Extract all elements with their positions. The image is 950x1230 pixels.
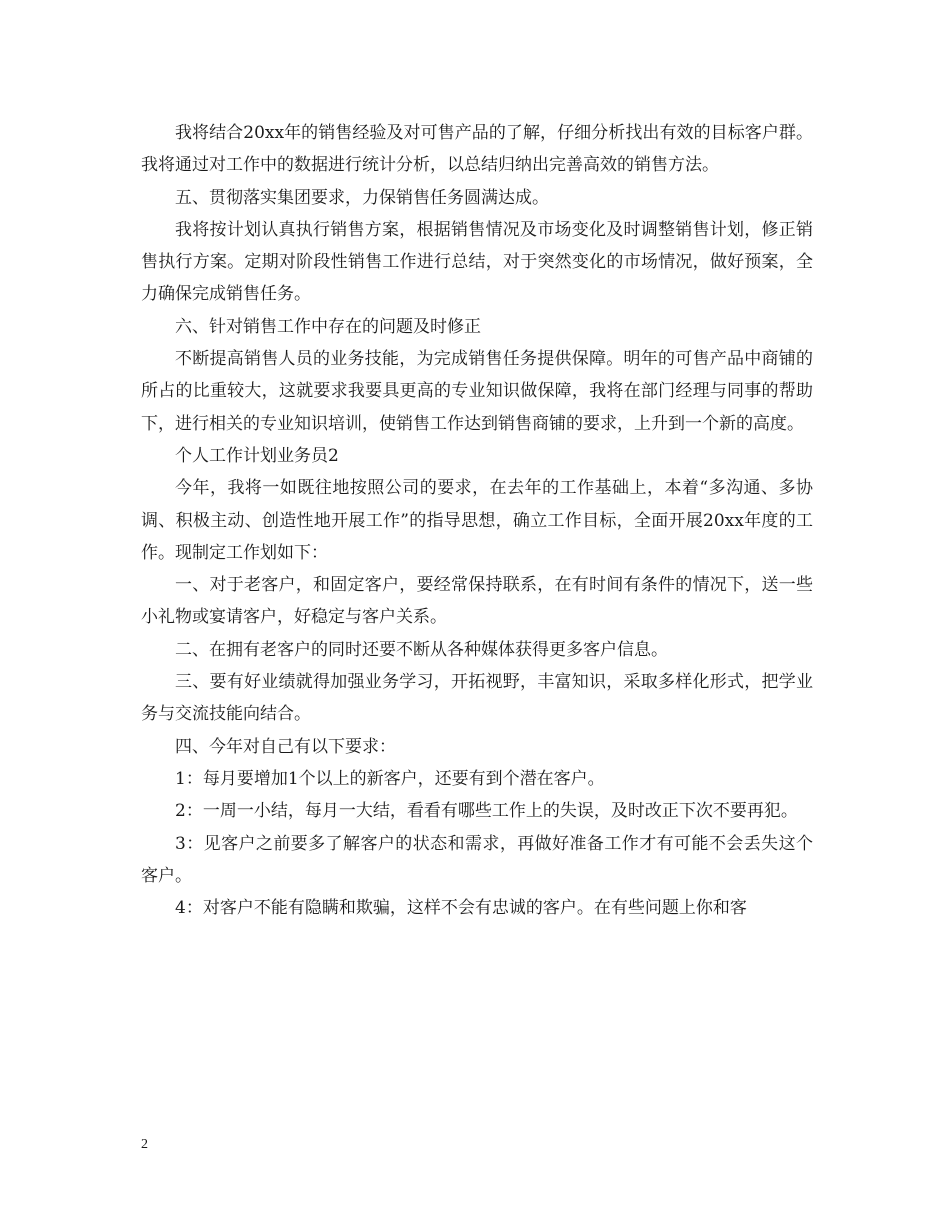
document-body [141, 117, 813, 924]
list-item: 3：见客户之前要多了解客户的状态和需求，再做好准备工作才有可能不会丢失这个客户。 [141, 833, 813, 886]
list-item: 四、今年对自己有以下要求： [175, 736, 396, 757]
list-item: 1：每月要增加1个以上的新客户，还要有到个潜在客户。 [175, 768, 605, 789]
list-item: 2：一周一小结，每月一大结，看看有哪些工作上的失误，及时改正下次不要再犯。 [175, 801, 798, 822]
list-item: 三、要有好业绩就得加强业务学习，开拓视野，丰富知识，采取多样化形式，把学业务与交流技能向结合。 [141, 672, 813, 725]
page-number: 2 [141, 1137, 148, 1152]
list-item: 一、对于老客户，和固定客户，要经常保持联系，在有时间有条件的情况下，送一些小礼物或宴请客户，好稳定与客户关系。 [141, 575, 813, 628]
list-item: 二、在拥有老客户的同时还要不断从各种媒体获得更多客户信息。 [175, 639, 668, 660]
section-heading: 六、针对销售工作中存在的问题及时修正 [175, 316, 481, 337]
paragraph: 我将结合20xx年的销售经验及对可售产品的了解，仔细分析找出有效的目标客户群。我将通过对工作中的数据进行统计分析，以总结归纳出完善高效的销售方法。 [141, 123, 813, 176]
document-subtitle: 个人工作计划业务员2 [175, 445, 339, 466]
paragraph: 我将按计划认真执行销售方案，根据销售情况及市场变化及时调整销售计划，修正销售执行方案。定期对阶段性销售工作进行总结，对于突然变化的市场情况，做好预案，全力确保完成销售任务。 [141, 219, 813, 305]
paragraph: 不断提高销售人员的业务技能，为完成销售任务提供保障。明年的可售产品中商铺的所占的比重较大，这就要求我要具更高的专业知识做保障，我将在部门经理与同事的帮助下，进行相关的专业知识培训，使销售工作达到销售商铺的要求，上升到一个新的高度。 [141, 349, 813, 434]
list-item: 4：对客户不能有隐瞒和欺骗，这样不会有忠诚的客户。在有些问题上你和客 [175, 898, 747, 919]
section-heading: 五、贯彻落实集团要求，力保销售任务圆满达成。 [175, 187, 549, 208]
paragraph: 今年，我将一如既往地按照公司的要求，在去年的工作基础上，本着“多沟通、多协调、积极主动、创造性地开展工作”的指导思想，确立工作目标，全面开展20xx年度的工作。现制定工作划如下： [141, 478, 813, 563]
